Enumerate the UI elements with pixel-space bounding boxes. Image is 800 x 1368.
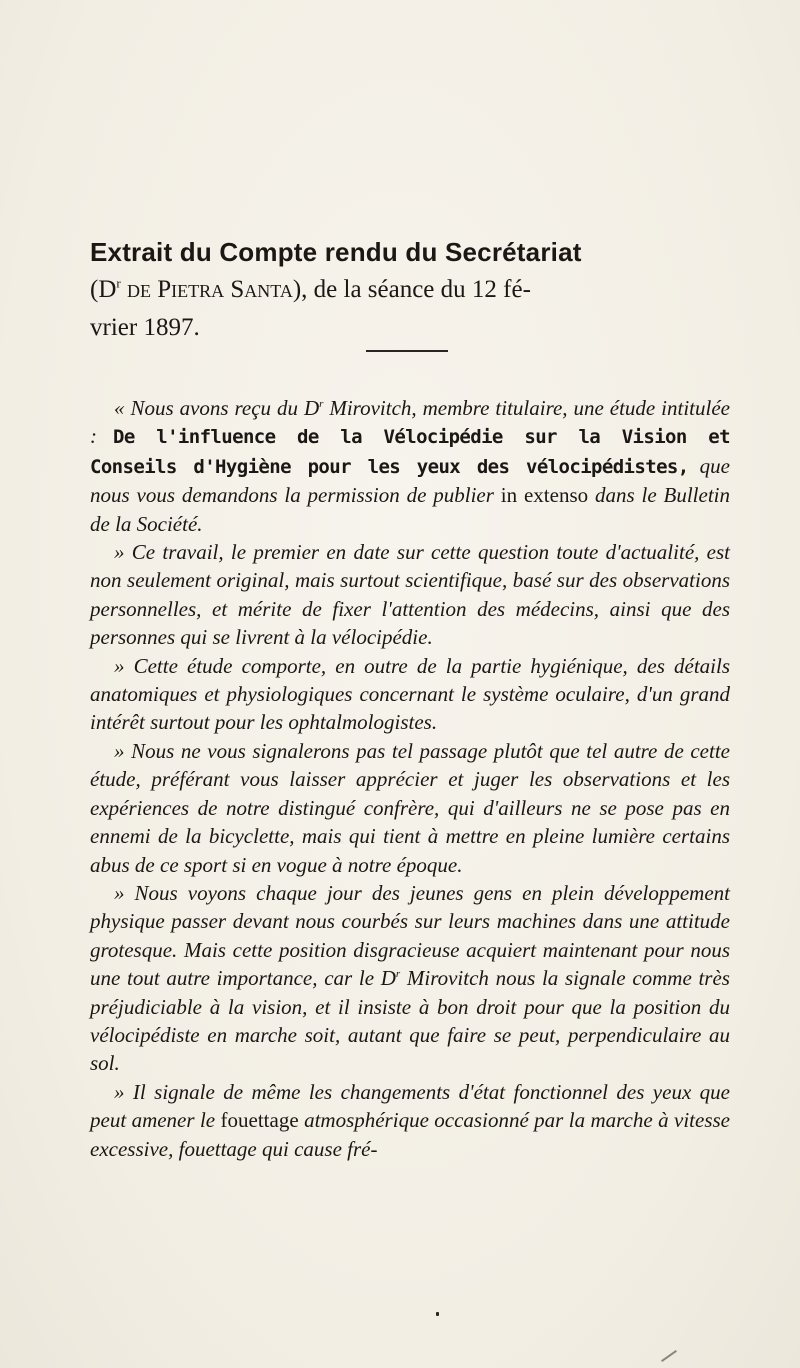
p5-text-a: » Nous voyons chaque jour des jeunes gens en plein développement physique passer devant nous courbés sur leurs machines dans une attitude grotesque. Mais cette position disgracieuse acquiert maintenant pour nous une tout autre importance, car le D — [90, 880, 730, 991]
p5-text-b: Mirovitch nous la signale comme très préjudiciable à la vision, et il insiste à bon droit pour que la position du vélocipédiste en marche soit, autant que faire se peut, perpendiculaire au sol. — [90, 966, 730, 1076]
p1-member: Mirovitch, membre titulaire, une étude intitulée : — [90, 396, 730, 449]
study-title: De l'influence de la Vélocipédie sur la Vision et Conseils d'Hygiène pour les yeux des vélocipédistes, — [90, 426, 730, 478]
scan-mark — [661, 1350, 677, 1362]
heading-paren: (D — [90, 276, 117, 303]
heading-sup: r — [116, 275, 121, 291]
p1-sup: r — [319, 398, 324, 410]
divider — [366, 350, 448, 352]
heading — [90, 233, 730, 347]
paragraph-2: » Ce travail, le premier en date sur cette question toute d'actualité, est non seulement original, mais surtout scientifique, basé sur des observations personnelles, et mérite de fixer l'attention des médecins, ainsi que des personnes qui se livrent à la vélocipédie. — [90, 540, 730, 650]
p6-fouettage: fouettage — [220, 1108, 299, 1133]
p1-request: que nous vous demandons la permission de publier — [90, 453, 730, 508]
heading-session-date: ), de la séance du 12 fé- — [292, 276, 531, 303]
p1-bulletin: dans le Bulletin de la Société. — [90, 483, 730, 536]
heading-year: vrier 1897. — [90, 314, 200, 341]
p6-text-a: » Il signale de même les changements d'état fonctionnel des yeux que peut amener le — [90, 1079, 730, 1133]
paragraph-3: » Cette étude comporte, en outre de la partie hygiénique, des détails anatomiques et physiologiques concernant le système oculaire, d'un grand intérêt surtout pour les ophtalmologistes. — [90, 653, 730, 735]
ink-speck — [436, 1312, 439, 1316]
report-body — [90, 394, 730, 1163]
p1-intro: « Nous avons reçu du D — [114, 396, 320, 420]
heading-secretary — [90, 271, 730, 309]
paragraph-4: » Nous ne vous signalerons pas tel passage plutôt que tel autre de cette étude, préférant vous laisser apprécier et juger les observations et les expériences de notre distingué confrère, qui d'ailleurs ne se pose pas en ennemi de la bicyclette, mais qui tient à mettre en pleine lumière certains abus de ce sport si en vogue à notre époque. — [90, 738, 730, 877]
paragraph-5 — [90, 879, 730, 1078]
heading-title: Extrait du Compte rendu du Secrétariat — [90, 237, 582, 267]
p5-sup: r — [395, 968, 401, 981]
heading-secretary-name: de Pietra Santa — [120, 276, 293, 303]
paragraph-1 — [90, 394, 730, 538]
p1-in-extenso: in extenso — [500, 483, 589, 508]
p6-text-c: atmosphérique occasionné par la marche à vitesse excessive, fouettage qui cause fré- — [90, 1108, 730, 1161]
paragraph-6 — [90, 1078, 730, 1163]
